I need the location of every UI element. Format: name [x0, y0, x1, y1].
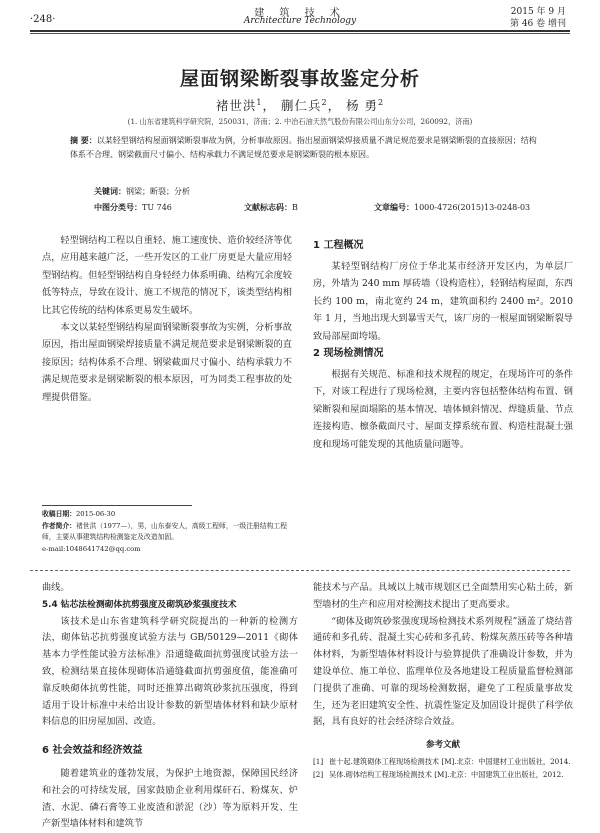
reference-item: [313, 769, 573, 781]
author-affil-mark: 1: [256, 97, 263, 107]
author-separator: ，: [262, 98, 276, 113]
author-name: 蒯仁兵: [280, 98, 322, 113]
article-title: 屋面钢梁断裂事故鉴定分析: [179, 68, 420, 90]
section-body: [313, 258, 573, 345]
footnote-rule: [42, 505, 192, 506]
page-number: ·248·: [30, 14, 56, 25]
intro-column: [42, 232, 292, 406]
author-info-label: 作者简介：: [42, 521, 76, 530]
abstract: [70, 134, 540, 161]
intro-paragraph: 本文以某轻型钢结构屋面钢梁断裂事故为实例，分析事故原因，指出屋面钢梁焊接质量不满足规范要求是钢梁断裂的直接原因；结构体系不合理、钢梁截面尺寸偏小、结构承载力不满足规范要求是钢梁断裂的根本原因，可为同类工程事故的处理提供借鉴。: [42, 322, 292, 403]
footnote: [42, 509, 292, 555]
author-list: [0, 96, 600, 114]
doc-code: B: [292, 203, 298, 212]
keywords-label: 关键词：: [94, 187, 126, 196]
section-heading: 1 工程概况: [313, 240, 364, 251]
section-heading: 2 现场检测情况: [313, 348, 384, 359]
doc-code-label: 文献标志码：: [244, 203, 292, 212]
section-heading: 6 社会效益和经济效益: [42, 745, 143, 757]
received-label: 收稿日期：: [42, 510, 76, 518]
journal-name-en: Architecture Technology: [243, 16, 357, 26]
reference-text: 吴体.砌体结构工程现场检测技术 [M].北京：中国建筑工业出版社，2012.: [329, 770, 564, 780]
section-paragraph: 根据有关规范、标准和技术规程的规定，在现场许可的条件下，对该工程进行了现场检测，主要内容包括整体结构布置、钢梁断裂和屋面塌陷的基本情况、墙体倾斜情况、焊缝质量、节点连接构造、檩条截面尺寸、屋面支撑系统布置、构造柱混凝土强度和现场可能发现的其他质量问题等。: [313, 369, 573, 450]
continued-paragraph: 能技术与产品。具域以上城市规划区已全面禁用实心粘土砖，新型墙材的生产和应用对检测技术提出了更高要求。: [313, 582, 573, 610]
section-paragraph: 某轻型钢结构厂房位于华北某市经济开发区内，为单层厂房，外墙为 240 mm 厚砖墙（设构造柱），轻钢结构屋面，东西长约 100 m，南北宽约 24 m，建筑面积约 2400 m²。2010 年 1 月，当地出现大到暴雪天气，该厂房的一根屋面钢梁断裂导致局部屋面垮塌。: [313, 261, 573, 342]
lower-left-column: [42, 580, 298, 833]
section-paragraph: 随着建筑业的蓬勃发展，为保护土地资源，保障国民经济和社会的可持续发展，国家鼓励企业利用煤矸石、粉煤灰、炉渣、水泥、磷石膏等工业废渣和淤泥（沙）等为原料开发、生产新型墙体材料和建筑节: [42, 767, 298, 830]
keywords: [94, 186, 190, 197]
issue-volume: 第 46 卷 增刊: [509, 19, 566, 29]
subsection-paragraph: 该技术是山东省建筑科学研究院提出的一种新的检测方法，砌体钻芯抗剪强度试验方法与 GB/50129—2011《砌体基本力学性能试验方法标准》沿通缝截面抗剪强度试验方法一致，检测结果直接体现砌体沿通缝截面抗剪强度值，能准确可靠反映砌体抗剪性能，同时还推算出砌筑砂浆抗压强度，得到适用于设计标准中未给出设计参数的新型墙体材料和缺少原材料信息的旧房屋加固、改造。: [42, 615, 298, 728]
header-rule: [30, 30, 570, 32]
lower-right-column: [313, 580, 573, 781]
author-name: 褚世洪: [215, 98, 257, 113]
intro-paragraph: 轻型钢结构工程以自重轻、施工速度快、造价较经济等优点，应用越来越广泛，一些开发区的工业厂房更是大量应用轻型钢结构。但轻型钢结构自身轻经力体系明确、结构冗余度较低等特点，导致在设计、施工不规范的情况下，该类型结构相比其它传统的结构体系更易发生破坏。: [42, 235, 292, 316]
issue-date: 2015 年 9 月: [510, 7, 566, 17]
reference-item: [313, 756, 573, 768]
affiliation: (1. 山东省建筑科学研究院，250031，济南；2. 中冶石油天然气股份有限公司山东分公司，260092，济南): [127, 117, 473, 126]
keywords-text: 钢梁；断裂；分析: [126, 187, 190, 196]
section-body: [313, 366, 573, 453]
journal-name-cn: 建 筑 技 术: [254, 8, 346, 19]
article-no: 1000-4726(2015)13-0248-03: [414, 203, 531, 212]
author-affil-mark: 2: [321, 97, 328, 107]
abstract-label: 摘 要：: [70, 136, 97, 145]
author-info: 褚世洪（1977—），男，山东泰安人，高级工程师，一级注册结构工程师，主要从事建筑结构检测鉴定及改造加固。: [42, 521, 287, 541]
reference-text: 崔十起.建筑砌体工程现场检测技术 [M].北京：中国建材工业出版社，2014.: [329, 756, 571, 766]
clc-label: 中图分类号：: [94, 203, 142, 212]
subsection-heading: 5.4 钻芯法检测砌体抗剪强度及砌筑砂浆强度技术: [42, 599, 237, 610]
abstract-text: 以某轻型钢结构屋面钢梁断裂事故为例，分析事故原因。指出屋面钢梁焊接质量不满足规范要求是钢梁断裂的直接原因；结构体系不合理、钢梁截面尺寸偏小、结构承载力不满足规范要求是钢梁断裂的根本原因。: [70, 136, 537, 159]
author-affil-mark: 2: [378, 97, 385, 107]
received-date: 2015-06-30: [75, 510, 116, 518]
header-rule-thin: [30, 33, 570, 34]
author-name: 杨 勇: [346, 98, 379, 113]
references-heading: 参考文献: [425, 740, 460, 751]
clc-code: TU 746: [142, 203, 172, 212]
reference-number: [2]: [313, 770, 324, 780]
page-divider: [30, 570, 570, 571]
reference-number: [1]: [313, 756, 324, 766]
author-email: e-mail:1048641742@qq.com: [42, 544, 141, 553]
section-paragraph: “砌体及砌筑砂浆强度现场检测技术系列规程”涵盖了烧结普通砖和多孔砖、混凝土实心砖和多孔砖、粉煤灰蒸压砖等各种墙体材料，为新型墙体材料设计与验算提供了准确设计参数，并为建设单位、施工单位、监理单位及各地建设工程质量监督检测部门提供了准确、可靠的现场检测数据，避免了工程质量事故发生，还为老旧建筑安全性、抗震性鉴定及加固设计提供了科学依据，具有良好的社会经济综合效益。: [313, 615, 573, 728]
author-separator: ，: [327, 98, 342, 113]
continued-text: 曲线。: [42, 582, 70, 593]
classification-line: [94, 202, 534, 213]
article-no-label: 文章编号：: [374, 203, 414, 212]
